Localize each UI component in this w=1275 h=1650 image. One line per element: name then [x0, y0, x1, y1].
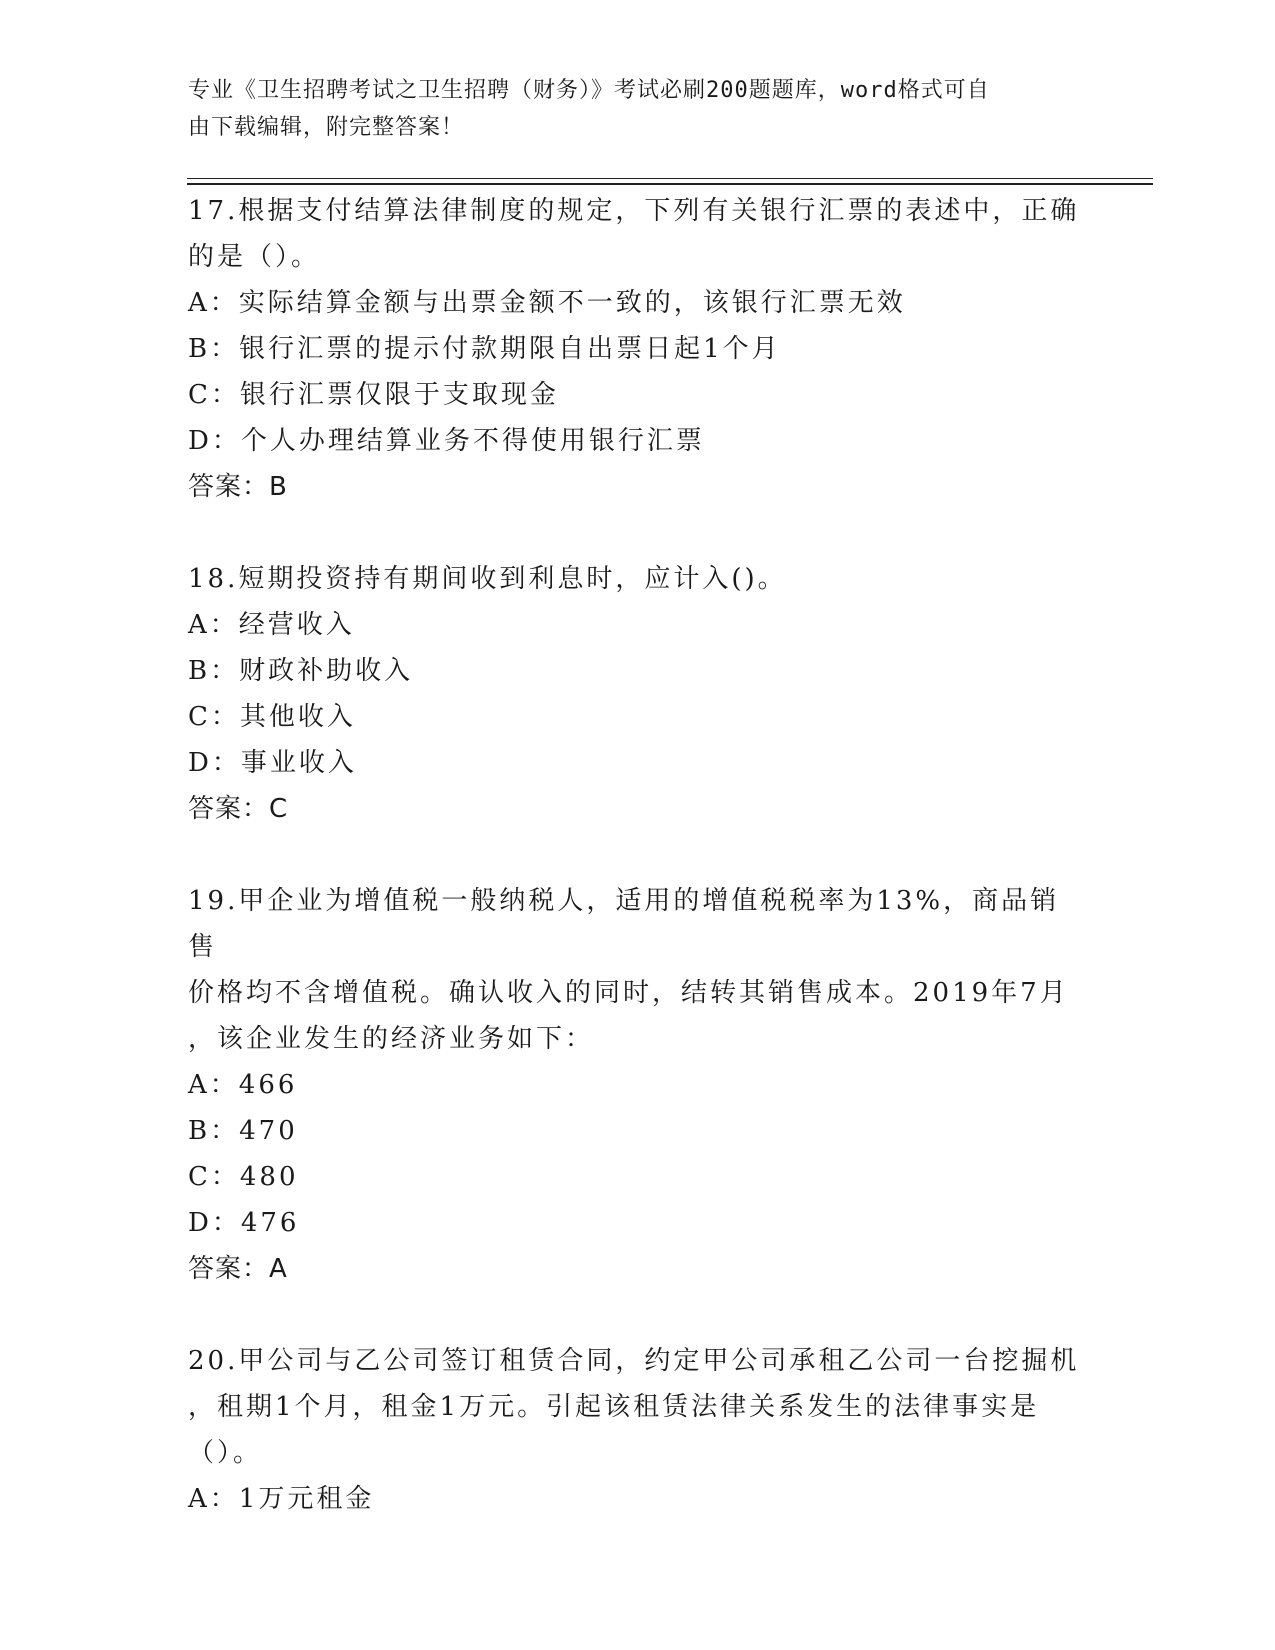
question-stem-line: 19.甲企业为增值税一般纳税人，适用的增值税税率为13%，商品销售	[188, 886, 1060, 962]
question-stem-line: 价格均不含增值税。确认收入的同时，结转其销售成本。2019年7月	[188, 978, 1069, 1008]
header-divider-thin	[187, 178, 1153, 179]
option-d: D：个人办理结算业务不得使用银行汇票	[188, 426, 705, 456]
question-stem-line: ，租期1个月，租金1万元。引起该租赁法律关系发生的法律事实是	[188, 1392, 1040, 1422]
question-18	[188, 556, 1088, 832]
question-stem-line: 的是（）。	[188, 242, 321, 272]
question-stem-line: 20.甲公司与乙公司签订租赁合同，约定甲公司承租乙公司一台挖掘机	[188, 1346, 1080, 1376]
option-a: A：466	[188, 1070, 298, 1100]
question-stem-line: （）。	[188, 1438, 263, 1468]
question-17	[188, 188, 1088, 510]
option-b: B：银行汇票的提示付款期限自出票日起1个月	[188, 334, 781, 364]
option-c: C：其他收入	[188, 702, 356, 732]
header-line-2: 由下载编辑，附完整答案！	[188, 115, 465, 140]
option-d: D：476	[188, 1208, 300, 1238]
option-a: A：1万元租金	[188, 1484, 375, 1514]
question-20	[188, 1338, 1088, 1522]
option-b: B：财政补助收入	[188, 656, 414, 686]
question-list	[188, 188, 1088, 1568]
option-a: A：经营收入	[188, 610, 355, 640]
option-c: C：银行汇票仅限于支取现金	[188, 380, 559, 410]
option-d: D：事业收入	[188, 748, 357, 778]
option-c: C：480	[188, 1162, 299, 1192]
header-line-1: 专业《卫生招聘考试之卫生招聘（财务）》考试必刷200题题库，word格式可自	[188, 78, 990, 103]
header-divider-thick	[187, 183, 1153, 185]
answer-label: 答案：C	[188, 794, 289, 824]
answer-label: 答案：A	[188, 1254, 288, 1284]
question-19	[188, 878, 1088, 1292]
question-stem-line: ，该企业发生的经济业务如下：	[188, 1024, 595, 1054]
document-header	[188, 72, 1068, 146]
question-stem-line: 17.根据支付结算法律制度的规定，下列有关银行汇票的表述中，正确	[188, 196, 1080, 226]
answer-label: 答案：B	[188, 472, 288, 502]
question-stem-line: 18.短期投资持有期间收到利息时，应计入()。	[188, 564, 787, 594]
option-b: B：470	[188, 1116, 298, 1146]
option-a: A：实际结算金额与出票金额不一致的，该银行汇票无效	[188, 288, 906, 318]
